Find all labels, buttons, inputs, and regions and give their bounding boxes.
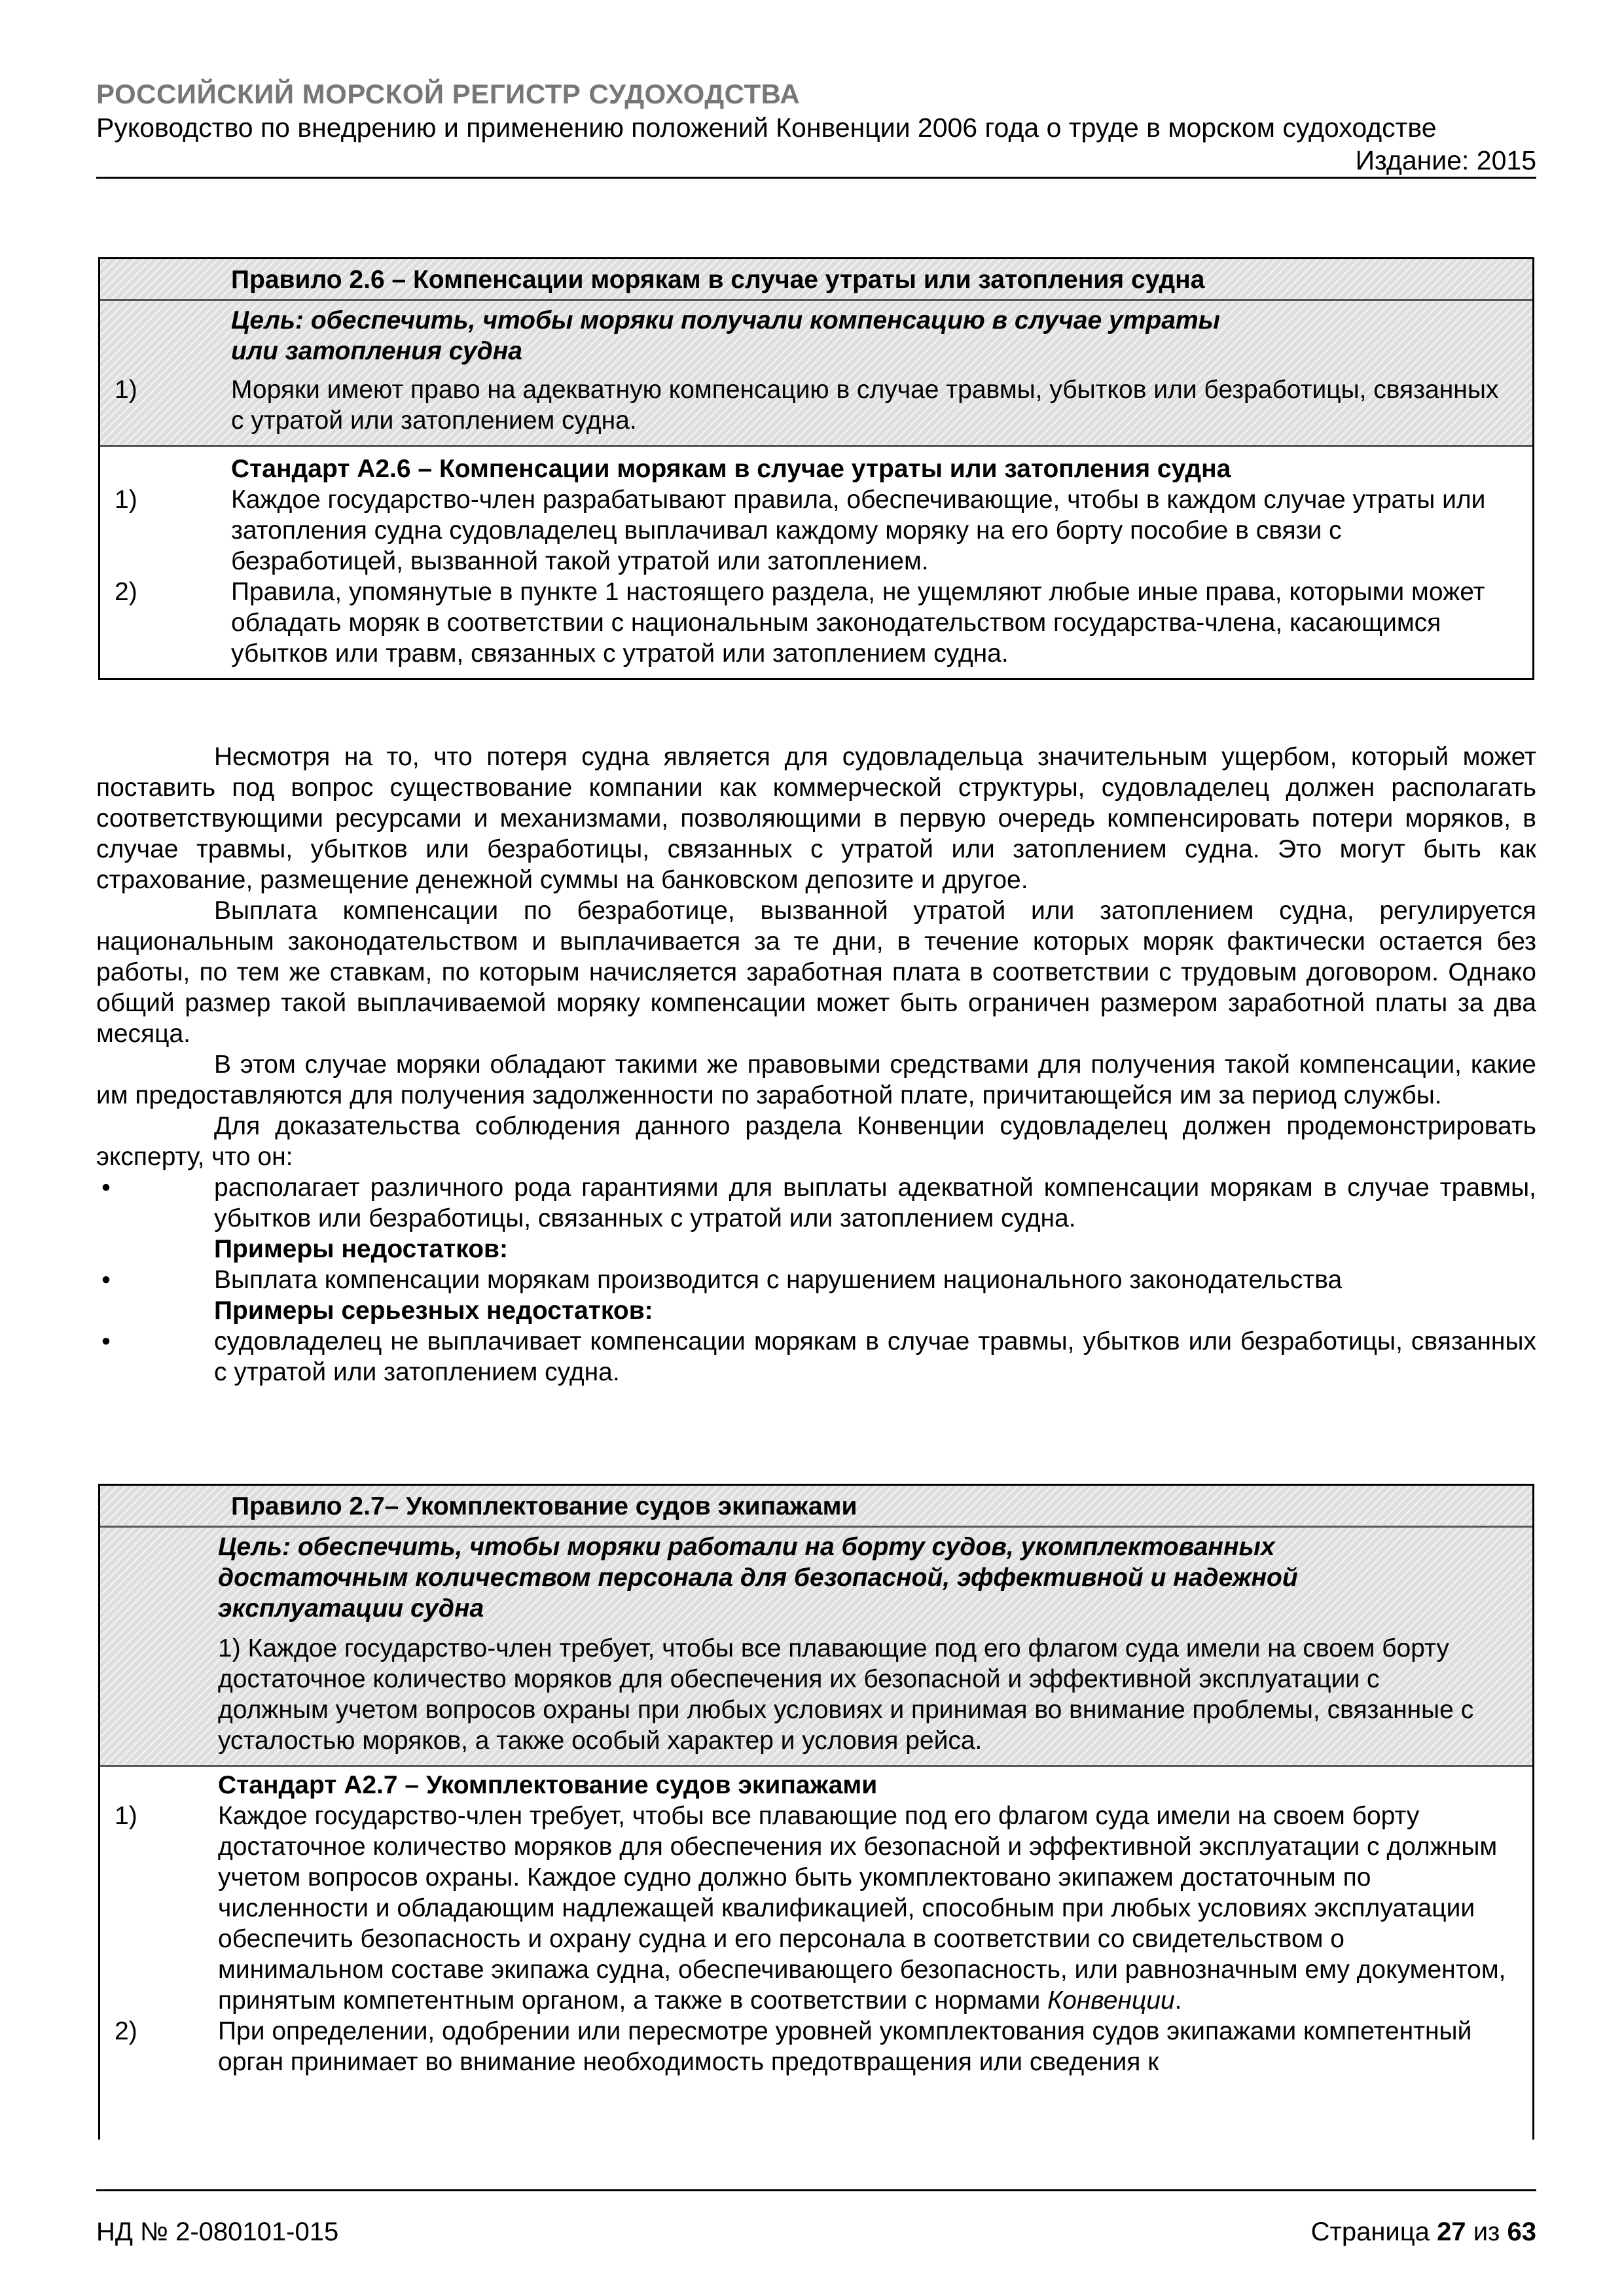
standard-item-1 (100, 484, 1532, 577)
regulation-goal (100, 305, 1532, 367)
paragraph: Для доказательства соблюдения данного раздела Конвенции судовладелец должен продемонстрировать эксперту, что он: (96, 1112, 1536, 1171)
paragraph: Выплата компенсации по безработице, вызванной утратой или затоплением судна, регулируется национальным законодательством и выплачивается за те дни, в течение которых моряк фактически остается без работы, по тем же ставкам, по которым начисляется заработная плата в соответствии с трудовым договором. Однако общий размер такой выплачиваемой моряку компенсации может быть ограничен размером заработной платы за два месяца. (96, 897, 1536, 1048)
list-item (96, 1172, 1536, 1234)
standard-title: Стандарт А2.7 – Укомплектование судов экипажами (218, 1771, 878, 1799)
page-current: 27 (1437, 2217, 1466, 2246)
item-number: 1) (115, 1802, 137, 1830)
item-text (218, 1801, 1513, 2016)
paragraph: В этом случае моряки обладают такими же правовыми средствами для получения такой компенсации, какие им предоставляются для получения задолженности по заработной плате, причитающейся им за период службы. (96, 1050, 1536, 1109)
regulation-title-row (100, 259, 1532, 301)
page-label: Страница (1310, 2217, 1430, 2246)
standard-title-row (100, 1770, 1532, 1801)
document-title: Руководство по внедрению и применению положений Конвенции 2006 года о труде в морском судоходстве (96, 113, 1437, 143)
examples-heading: Примеры недостатков: (214, 1235, 509, 1263)
serious-examples-heading: Примеры серьезных недостатков: (214, 1297, 653, 1325)
bullet-icon: • (101, 1174, 111, 1202)
convention-term: Конвенции (1047, 1986, 1175, 2015)
regulation-item-1 (100, 1633, 1532, 1756)
standard-title-row (100, 454, 1532, 484)
regulation-2-7-box (98, 1484, 1534, 2140)
footer-divider (96, 2189, 1536, 2191)
list-item-text: Выплата компенсации морякам производится с нарушением национального законодательства (214, 1266, 1343, 1294)
item-text: Каждое государство-член разрабатывают правила, обеспечивающие, чтобы в каждом случае утраты или затопления судна судовладелец выплачивал каждому моряку на его борту пособие в связи с безработицей, вызванной такой утратой или затоплением. (231, 486, 1486, 575)
bullet-icon: • (101, 1266, 111, 1294)
item-text: Моряки имеют право на адекватную компенсацию в случае травмы, убытков или безработицы, связанных с утратой или затоплением судна. (231, 376, 1499, 435)
item-number: 1) (115, 486, 137, 514)
regulation-item-1 (100, 374, 1532, 436)
regulation-goal (100, 1532, 1532, 1624)
item-number: 2) (115, 2017, 137, 2045)
regulation-title: Правило 2.6 – Компенсации морякам в случае утраты или затопления судна (231, 266, 1205, 294)
list-item (96, 1265, 1536, 1295)
standard-section (100, 447, 1532, 678)
page-of: из (1473, 2217, 1500, 2246)
standard-item-2 (100, 577, 1532, 669)
item-text: Правила, упомянутые в пункте 1 настоящего раздела, не ущемляют любые иные права, которыми может обладать моряк в соответствии с национальным законодательством государства-члена, касающимся убытков или травм, связанных с утратой или затоплением судна. (231, 578, 1485, 668)
page-header (96, 77, 1536, 177)
page-total: 63 (1507, 2217, 1536, 2246)
page-indicator (1311, 2215, 1536, 2248)
item-number: 2) (115, 578, 137, 606)
regulation-body (100, 301, 1532, 447)
item-text: При определении, одобрении или пересмотре уровней укомплектования судов экипажами компетентный орган принимает во внимание необходимость предотвращения или сведения к (218, 2017, 1472, 2076)
organization-name: РОССИЙСКИЙ МОРСКОЙ РЕГИСТР СУДОХОДСТВА (96, 79, 801, 109)
goal-line-1: Цель: обеспечить, чтобы моряки получали компенсацию в случае утраты (231, 306, 1220, 334)
regulation-title: Правило 2.7– Укомплектование судов экипажами (231, 1492, 857, 1520)
list-item-text: располагает различного рода гарантиями для выплаты адекватной компенсации морякам в случае травмы, убытков или безработицы, связанных с утратой или затоплением судна. (214, 1174, 1536, 1232)
goal-line-2: или затопления судна (231, 337, 522, 365)
item-number: 1) (115, 376, 137, 404)
bullet-icon: • (101, 1327, 111, 1355)
standard-item-1 (100, 1801, 1532, 2016)
standard-item-2 (100, 2016, 1532, 2077)
document-number: НД № 2-080101-015 (96, 2217, 339, 2246)
standard-section (100, 1767, 1532, 2077)
regulation-body (100, 1528, 1532, 1767)
list-item-text: судовладелец не выплачивает компенсации морякам в случае травмы, убытков или безработицы, связанных с утратой или затоплением судна. (214, 1327, 1536, 1386)
standard-title: Стандарт А2.6 – Компенсации морякам в случае утраты или затопления судна (231, 455, 1231, 483)
guidance-text (96, 742, 1536, 1388)
goal-text: Цель: обеспечить, чтобы моряки работали на борту судов, укомплектованных достаточным количеством персонала для безопасной, эффективной и надежной эксплуатации судна (218, 1533, 1298, 1623)
item-text-main: Каждое государство-член требует, чтобы все плавающие под его флагом суда имели на своем борту достаточное количество моряков для обеспечения их безопасной и эффективной эксплуатации с должным учетом вопросов охраны. Каждое судно должно быть укомплектовано экипажем достаточным по численности и обладающим надлежащей квалификацией, способным при любых условиях эксплуатации обеспечить безопасность и охрану судна и его персонала в соответствии со свидетельством о минимальном составе экипажа судна, обеспечивающего безопасность, или равнозначным ему документом, принятым компетентным органом, а также в соответствии с нормами (218, 1802, 1506, 2015)
regulation-2-6-box (98, 257, 1534, 680)
item-text: 1) Каждое государство-член требует, чтобы все плавающие под его флагом суда имели на своем борту достаточное количество моряков для обеспечения их безопасной и эффективной эксплуатации с должным учетом вопросов охраны при любых условиях и принимая во внимание проблемы, связанные с усталостью моряков, а также особый характер и условия рейса. (218, 1634, 1474, 1755)
header-divider (96, 177, 1536, 179)
list-item (96, 1326, 1536, 1388)
edition-label: Издание: 2015 (1355, 145, 1536, 175)
paragraph: Несмотря на то, что потеря судна является для судовладельца значительным ущербом, который может поставить под вопрос существование компании как коммерческой структуры, судовладелец должен располагать соответствующими ресурсами и механизмами, позволяющими в первую очередь компенсировать потери моряков, в случае травмы, убытков или безработицы, связанных с утратой или затоплением судна. Это могут быть как страхование, размещение денежной суммы на банковском депозите и другое. (96, 743, 1536, 894)
item-text-end: . (1174, 1986, 1182, 2015)
regulation-title-row (100, 1486, 1532, 1528)
